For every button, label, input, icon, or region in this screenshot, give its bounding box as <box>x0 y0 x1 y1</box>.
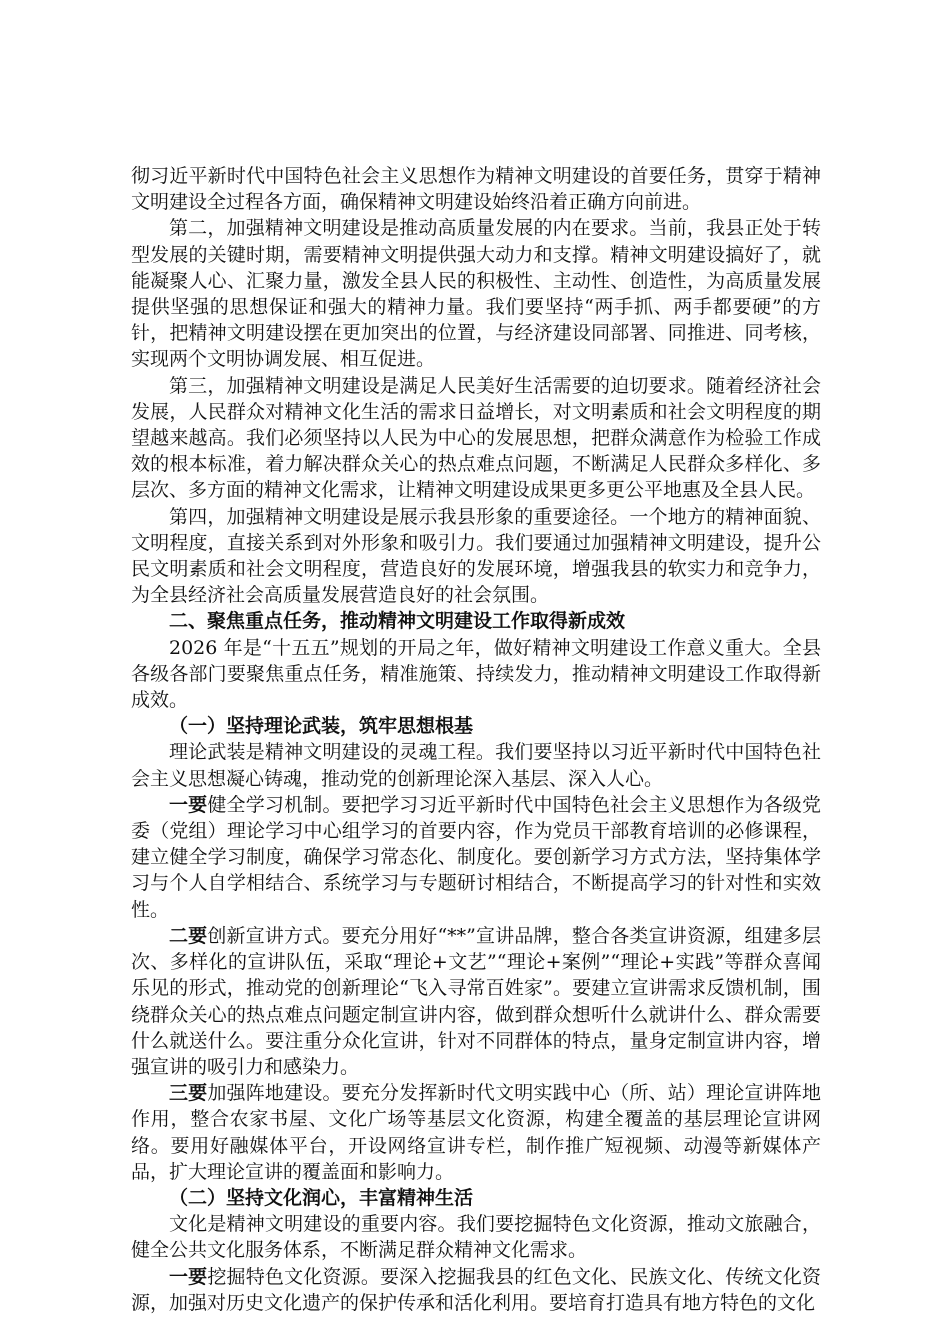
item-text: 加强阵地建设。要充分发挥新时代文明实践中心（所、站）理论宣讲阵地作用，整合农家书屋、文化广场等基层文化资源，构建全覆盖的基层理论宣讲网络。要用好融媒体平台，开设网络宣讲专栏，制作推广短视频、动漫等新媒体产品，扩大理论宣讲的覆盖面和影响力。 <box>131 1082 821 1183</box>
paragraph-fourth-point: 第四，加强精神文明建设是展示我县形象的重要途径。一个地方的精神面貌、文明程度，直接关系到对外形象和吸引力。我们要通过加强精神文明建设，提升公民文明素质和社会文明程度，营造良好的发展环境，增强我县的软实力和竞争力，为全县经济社会高质量发展营造良好的社会氛围。 <box>131 505 821 607</box>
paragraph-item-culture-resources <box>131 1264 821 1316</box>
paragraph-theory-intro: 理论武装是精神文明建设的灵魂工程。我们要坚持以习近平新时代中国特色社会主义思想凝心铸魂，推动党的创新理论深入基层、深入人心。 <box>131 741 821 790</box>
paragraph-culture-intro: 文化是精神文明建设的重要内容。我们要挖掘特色文化资源，推动文旅融合，健全公共文化服务体系，不断满足群众精神文化需求。 <box>131 1213 821 1262</box>
paragraph-second-point: 第二，加强精神文明建设是推动高质量发展的内在要求。当前，我县正处于转型发展的关键时期，需要精神文明提供强大动力和支撑。精神文明建设搞好了，就能凝聚人心、汇聚力量，激发全县人民的积极性、主动性、创造性，为高质量发展提供坚强的思想保证和强大的精神力量。我们要坚持“两手抓、两手都要硬”的方针，把精神文明建设摆在更加突出的位置，与经济建设同部署、同推进、同考核，实现两个文明协调发展、相互促进。 <box>131 217 821 371</box>
subsection-heading-1: （一）坚持理论武装，筑牢思想根基 <box>169 715 474 738</box>
paragraph-section-intro: 2026 年是“十五五”规划的开局之年，做好精神文明建设工作意义重大。全县各级各部门要聚焦重点任务，精准施策、持续发力，推动精神文明建设工作取得新成效。 <box>131 636 821 712</box>
paragraph-item-learning <box>131 792 821 923</box>
document-body <box>131 163 821 1316</box>
paragraph-continuation: 彻习近平新时代中国特色社会主义思想作为精神文明建设的首要任务，贯穿于精神文明建设全过程各方面，确保精神文明建设始终沿着正确方向前进。 <box>131 165 821 214</box>
subsection-heading-2: （二）坚持文化润心，丰富精神生活 <box>169 1186 474 1209</box>
item-lead: 三要 <box>169 1082 208 1105</box>
item-lead: 一要 <box>169 793 208 816</box>
section-heading-2: 二、聚焦重点任务，推动精神文明建设工作取得新成效 <box>169 610 626 633</box>
paragraph-item-lecture <box>131 923 821 1080</box>
item-lead: 一要 <box>169 1265 208 1288</box>
paragraph-third-point: 第三，加强精神文明建设是满足人民美好生活需要的迫切要求。随着经济社会发展，人民群众对精神文化生活的需求日益增长，对文明素质和社会文明程度的期望越来越高。我们必须坚持以人民为中心的发展思想，把群众满意作为检验工作成效的根本标准，着力解决群众关心的热点难点问题，不断满足人民群众多样化、多层次、多方面的精神文化需求，让精神文明建设成果更多更公平地惠及全县人民。 <box>131 374 821 502</box>
item-lead: 二要 <box>169 924 208 947</box>
item-text: 创新宣讲方式。要充分用好“**”宣讲品牌，整合各类宣讲资源，组建多层次、多样化的宣讲队伍，采取“理论+文艺”“理论+案例”“理论+实践”等群众喜闻乐见的形式，推动党的创新理论“飞入寻常百姓家”。要建立宣讲需求反馈机制，围绕群众关心的热点难点问题定制宣讲内容，做到群众想听什么就讲什么、群众需要什么就送什么。要注重分众化宣讲，针对不同群体的特点，量身定制宣讲内容，增强宣讲的吸引力和感染力。 <box>131 924 821 1078</box>
item-text: 健全学习机制。要把学习习近平新时代中国特色社会主义思想作为各级党委（党组）理论学习中心组学习的首要内容，作为党员干部教育培训的必修课程，建立健全学习制度，确保学习常态化、制度化。要创新学习方式方法，坚持集体学习与个人自学相结合、系统学习与专题研讨相结合，不断提高学习的针对性和实效性。 <box>131 793 821 921</box>
item-text: 挖掘特色文化资源。要深入挖掘我县的红色文化、民族文化、传统文化资源，加强对历史文化遗产的保护传承和活化利用。要培育打造具有地方特色的文化 <box>131 1265 821 1314</box>
paragraph-item-positions <box>131 1080 821 1185</box>
